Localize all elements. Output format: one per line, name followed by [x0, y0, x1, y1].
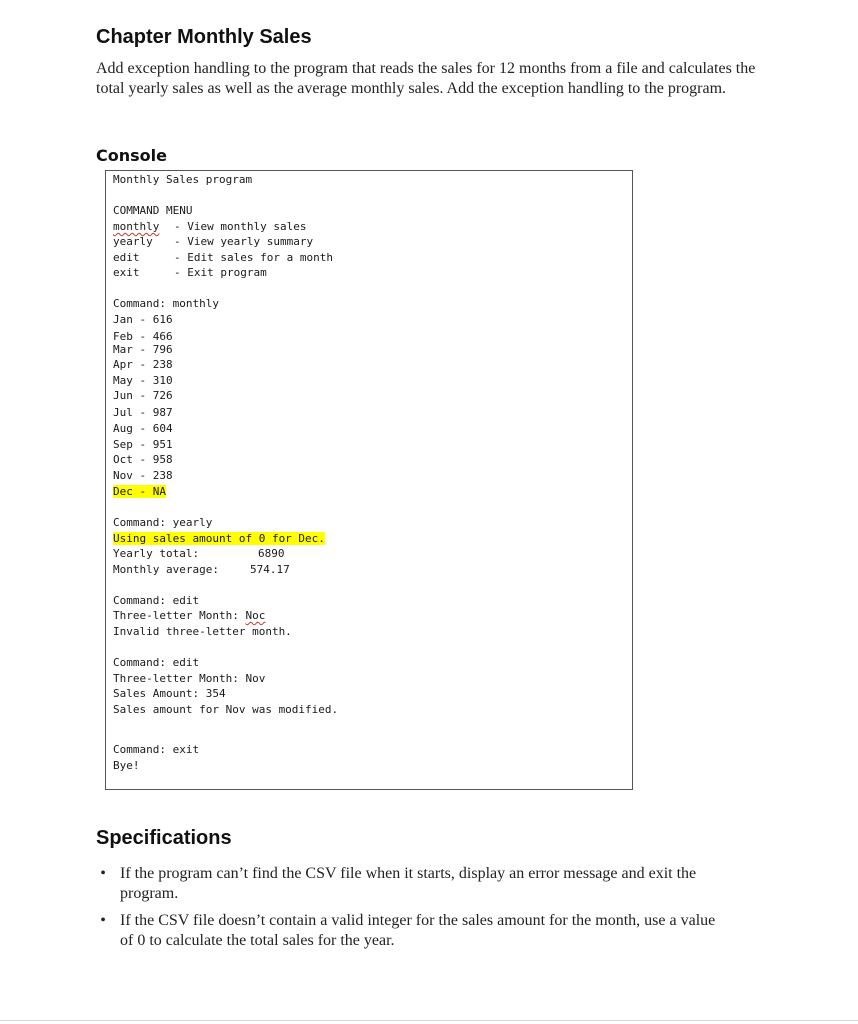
- yearly-total-value: 6890: [258, 547, 285, 560]
- month-value: 310: [152, 374, 173, 387]
- console-yearly-warning-line: [113, 532, 325, 546]
- month-name: Dec: [113, 485, 133, 498]
- yearly-total-label: Yearly total:: [113, 547, 200, 560]
- month-value: 466: [152, 330, 173, 343]
- yearly-warning: Using sales amount of 0 for Dec.: [113, 532, 325, 545]
- edit-amount-input: 354: [205, 687, 226, 700]
- console-command-edit: Command: edit: [113, 594, 200, 607]
- edit-result-message: Sales amount for Nov was modified.: [113, 703, 339, 716]
- menu-cmd-monthly: monthly: [113, 220, 160, 233]
- month-line: Nov - 238: [113, 469, 173, 482]
- month-name: Oct: [113, 453, 133, 466]
- console-menu-header: COMMAND MENU: [113, 204, 193, 217]
- specifications-heading: Specifications: [96, 827, 232, 849]
- month-name: Jul: [113, 406, 133, 419]
- month-name: Aug: [113, 422, 133, 435]
- highlighted-month: Dec - NA: [113, 485, 166, 498]
- month-name: Sep: [113, 438, 133, 451]
- month-value: 604: [152, 422, 173, 435]
- yearly-total-line: [113, 547, 285, 561]
- edit-month-prompt-line: [113, 609, 265, 623]
- edit-amount-line: [113, 687, 226, 701]
- month-name: Jun: [113, 389, 133, 402]
- menu-desc-edit: - Edit sales for a month: [174, 251, 333, 264]
- month-line: Jan - 616: [113, 313, 173, 326]
- month-name: May: [113, 374, 133, 387]
- month-value: 951: [152, 438, 173, 451]
- month-line-highlighted: [113, 485, 166, 499]
- month-line: Aug - 604: [113, 422, 173, 435]
- edit-month-input: Nov: [245, 672, 266, 685]
- console-program-title: Monthly Sales program: [113, 173, 253, 186]
- spec-item-text: If the CSV file doesn’t contain a valid integer for the sales amount for the month, use a value of 0 to calculate the total sales for the year.: [120, 912, 716, 949]
- menu-cmd-yearly: yearly: [113, 235, 153, 248]
- month-value: 616: [152, 313, 173, 326]
- month-name: Mar: [113, 343, 133, 356]
- monthly-average-line: [113, 563, 290, 577]
- month-value: 238: [152, 358, 173, 371]
- edit-month-prompt: Three-letter Month:: [113, 609, 239, 622]
- edit-month-prompt: Three-letter Month:: [113, 672, 239, 685]
- console-menu-line: [113, 251, 333, 265]
- month-value: 726: [152, 389, 173, 402]
- console-output-box: [105, 170, 633, 790]
- console-heading: Console: [96, 146, 167, 165]
- spec-item-text: If the program can’t find the CSV file when it starts, display an error message and exit the program.: [120, 865, 697, 902]
- month-name: Jan: [113, 313, 133, 326]
- console-bye: Bye!: [113, 759, 140, 772]
- console-menu-line: [113, 220, 306, 234]
- month-name: Apr: [113, 358, 133, 371]
- monthly-average-label: Monthly average:: [113, 563, 219, 576]
- month-line: Feb - 466: [113, 330, 173, 343]
- month-line: Mar - 796: [113, 343, 173, 356]
- month-line: Jun - 726: [113, 389, 173, 402]
- console-menu-line: [113, 235, 313, 249]
- month-value: 796: [152, 343, 173, 356]
- month-name: Nov: [113, 469, 133, 482]
- console-command-monthly: Command: monthly: [113, 297, 219, 310]
- month-line: Apr - 238: [113, 358, 173, 371]
- menu-desc-exit: - Exit program: [174, 266, 267, 279]
- month-line: Oct - 958: [113, 453, 173, 466]
- month-line: May - 310: [113, 374, 173, 387]
- month-value: 238: [152, 469, 173, 482]
- page-bottom-divider: [0, 1020, 858, 1021]
- console-command-exit: Command: exit: [113, 743, 200, 756]
- console-command-yearly: Command: yearly: [113, 516, 213, 529]
- edit-amount-prompt: Sales Amount:: [113, 687, 200, 700]
- menu-cmd-exit: exit: [113, 266, 140, 279]
- edit-error-message: Invalid three-letter month.: [113, 625, 292, 638]
- bullet-icon: •: [100, 865, 106, 882]
- intro-paragraph: Add exception handling to the program that reads the sales for 12 months from a file and calculates the total yearly sales as well as the average monthly sales. Add the exception handling to the program.: [96, 60, 756, 97]
- console-command-edit: Command: edit: [113, 656, 200, 669]
- monthly-average-value: 574.17: [250, 563, 290, 576]
- console-menu-line: [113, 266, 267, 280]
- month-line: Jul - 987: [113, 406, 173, 419]
- menu-desc-monthly: - View monthly sales: [174, 220, 307, 233]
- bullet-icon: •: [100, 912, 106, 929]
- month-name: Feb: [113, 330, 133, 343]
- month-value: 958: [152, 453, 173, 466]
- month-value: NA: [152, 485, 166, 498]
- edit-month-input: Noc: [245, 609, 266, 622]
- month-line: Sep - 951: [113, 438, 173, 451]
- edit-month-prompt-line: [113, 672, 265, 686]
- page-title: Chapter Monthly Sales: [96, 26, 312, 48]
- month-value: 987: [152, 406, 173, 419]
- menu-cmd-edit: edit: [113, 251, 140, 264]
- menu-desc-yearly: - View yearly summary: [174, 235, 314, 248]
